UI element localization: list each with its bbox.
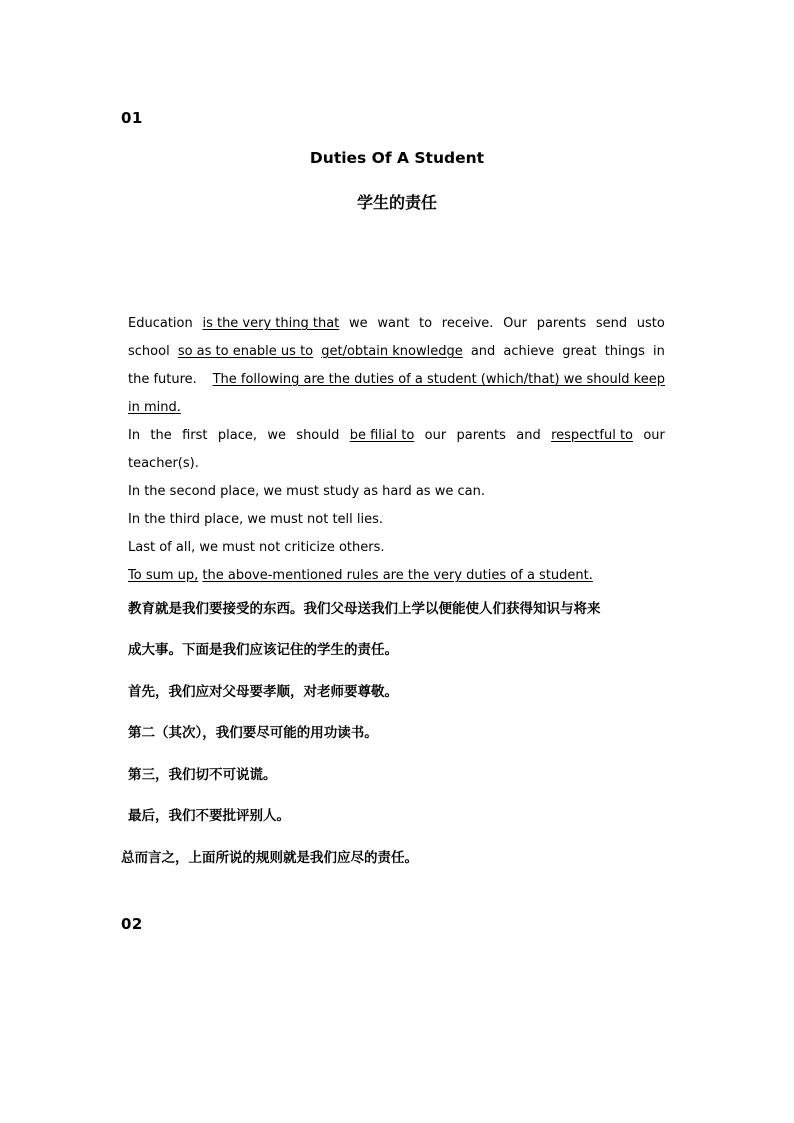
english-line-2: [128, 338, 665, 366]
word: the: [150, 428, 172, 443]
underlined-phrase: To sum up,: [128, 568, 199, 583]
word: send: [595, 316, 628, 331]
word: In: [128, 428, 141, 443]
word: parents: [536, 316, 587, 331]
word: parents: [456, 428, 506, 443]
underlined-phrase: the above-mentioned rules are the very duties of a student.: [202, 568, 593, 583]
word: we: [349, 316, 368, 331]
chinese-line-5: 第三，我们切不可说谎。: [128, 767, 277, 783]
section-number: 01: [121, 109, 143, 127]
underlined-phrase: respectful to: [551, 428, 633, 443]
word: place,: [217, 428, 257, 443]
section-number: 02: [121, 915, 143, 933]
chinese-line-1: 教育就是我们要接受的东西。我们父母送我们上学以便能使人们获得知识与将来: [128, 601, 601, 617]
chinese-line-2: 成大事。下面是我们应该记住的学生的责任。: [128, 642, 398, 658]
english-line-8: In the third place, we must not tell lies.: [128, 512, 384, 527]
word: should: [296, 428, 340, 443]
underlined-phrase: get/obtain knowledge: [321, 344, 463, 359]
word: to: [419, 316, 433, 331]
word: first: [182, 428, 208, 443]
chinese-title: 学生的责任: [356, 193, 437, 212]
word: achieve: [503, 344, 555, 359]
word: our: [424, 428, 447, 443]
word: great: [562, 344, 597, 359]
english-line-6: teacher(s).: [128, 456, 199, 471]
chinese-line-7: 总而言之，上面所说的规则就是我们应尽的责任。: [121, 850, 418, 866]
word: our: [643, 428, 665, 443]
word: and: [516, 428, 541, 443]
english-line-4: [128, 394, 665, 422]
page-title: Duties Of A Student: [309, 149, 485, 167]
underlined-phrase: so as to enable us to: [177, 344, 314, 359]
english-line-7: In the second place, we must study as hard as we can.: [128, 484, 485, 499]
chinese-line-4: 第二（其次），我们要尽可能的用功读书。: [128, 725, 378, 741]
word: we: [267, 428, 286, 443]
word: the future.: [128, 372, 197, 387]
word: Our: [503, 316, 527, 331]
word: want: [377, 316, 410, 331]
word: Education: [128, 316, 193, 331]
english-line-1: [128, 310, 665, 338]
chinese-line-6: 最后，我们不要批评别人。: [128, 808, 290, 824]
chinese-line-3: 首先，我们应对父母要孝顺，对老师要尊敬。: [128, 684, 398, 700]
underlined-phrase: be filial to: [349, 428, 415, 443]
english-line-9: Last of all, we must not criticize others.: [128, 540, 385, 555]
underlined-phrase: The following are the duties of a student (which/that) we should keep: [212, 372, 665, 387]
word: in: [653, 344, 665, 359]
underlined-phrase: in mind.: [128, 400, 181, 415]
word: school: [128, 344, 170, 359]
word: usto: [636, 316, 665, 331]
word: things: [604, 344, 645, 359]
english-line-3: [128, 366, 665, 394]
english-line-5: [128, 422, 665, 450]
underlined-phrase: is the very thing that: [202, 316, 340, 331]
word: receive.: [441, 316, 494, 331]
english-line-10: [128, 562, 665, 590]
word: and: [470, 344, 496, 359]
